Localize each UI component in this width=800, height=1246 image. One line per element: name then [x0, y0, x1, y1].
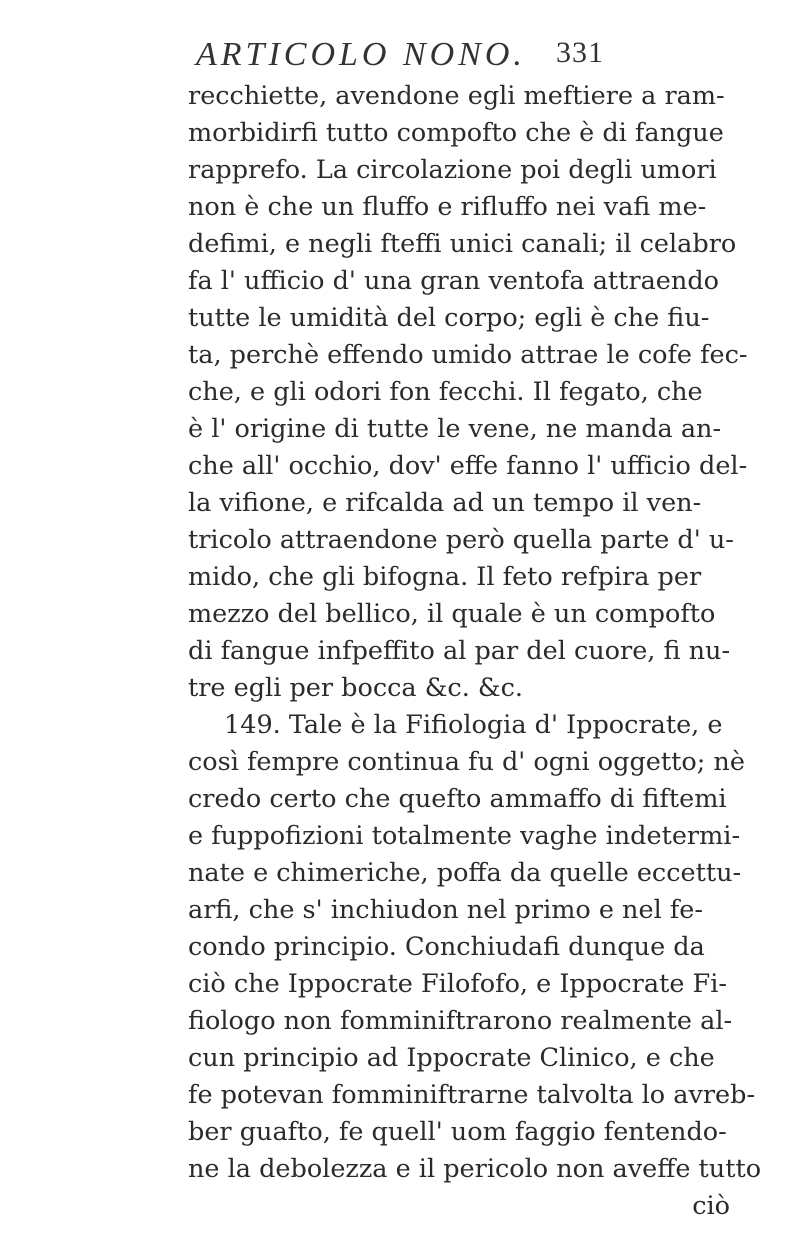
text-line: tricolo attraendone però quella parte d' u- — [188, 525, 734, 555]
text-line: così fempre continua fu d' ogni oggetto; nè — [188, 747, 745, 777]
text-line: rapprefo. La circolazione poi degli umori — [188, 155, 717, 185]
text-line: di fangue infpeffito al par del cuore, fi nu- — [188, 636, 731, 666]
paragraph-start-line: 149. Tale è la Fifiologia d' Ippocrate, e — [224, 710, 723, 740]
text-line: ber guafto, fe quell' uom faggio fentendo- — [188, 1117, 727, 1147]
text-line: ta, perchè effendo umido attrae le cofe fec- — [188, 340, 748, 370]
page-header — [196, 30, 756, 80]
text-line: recchiette, avendone egli meftiere a ram- — [188, 81, 725, 111]
text-line: condo principio. Conchiudafi dunque da — [188, 932, 705, 962]
text-line: tutte le umidità del corpo; egli è che fiu- — [188, 303, 710, 333]
text-line: ne la debolezza e il pericolo non aveffe tutto — [188, 1154, 762, 1184]
text-line: mezzo del bellico, il quale è un compofto — [188, 599, 716, 629]
text-line: credo certo che quefto ammaffo di fiftemi — [188, 784, 727, 814]
text-line: ciò che Ippocrate Filofofo, e Ippocrate Fi- — [188, 969, 727, 999]
text-line: la vifione, e rifcalda ad un tempo il ven- — [188, 488, 702, 518]
text-line: tre egli per bocca &c. &c. — [188, 673, 523, 703]
text-line: nate e chimeriche, poffa da quelle eccettu- — [188, 858, 742, 888]
text-line: è l' origine di tutte le vene, ne manda an- — [188, 414, 722, 444]
text-line: che all' occhio, dov' effe fanno l' ufficio del- — [188, 451, 748, 481]
text-line: mido, che gli bifogna. Il feto refpira per — [188, 562, 702, 592]
text-line: arfi, che s' inchiudon nel primo e nel fe- — [188, 895, 703, 925]
text-line: fiologo non fomminiftrarono realmente al- — [188, 1006, 733, 1036]
text-line: fe potevan fomminiftrarne talvolta lo avreb- — [188, 1080, 756, 1110]
page-number: 331 — [556, 36, 604, 69]
running-title: ARTICOLO NONO. — [196, 36, 526, 73]
text-line: fa l' ufficio d' una gran ventofa attraendo — [188, 266, 719, 296]
text-line: defimi, e negli fteffi unici canali; il celabro — [188, 229, 737, 259]
text-line: cun principio ad Ippocrate Clinico, e che — [188, 1043, 715, 1073]
text-line: e fuppofizioni totalmente vaghe indetermi- — [188, 821, 741, 851]
text-line: morbidirfi tutto compofto che è di fangue — [188, 118, 724, 148]
text-line: che, e gli odori fon fecchi. Il fegato, che — [188, 377, 703, 407]
body-text — [188, 78, 778, 1225]
catchword: ciò — [692, 1191, 730, 1221]
text-line: non è che un fluffo e rifluffo nei vafi me- — [188, 192, 707, 222]
